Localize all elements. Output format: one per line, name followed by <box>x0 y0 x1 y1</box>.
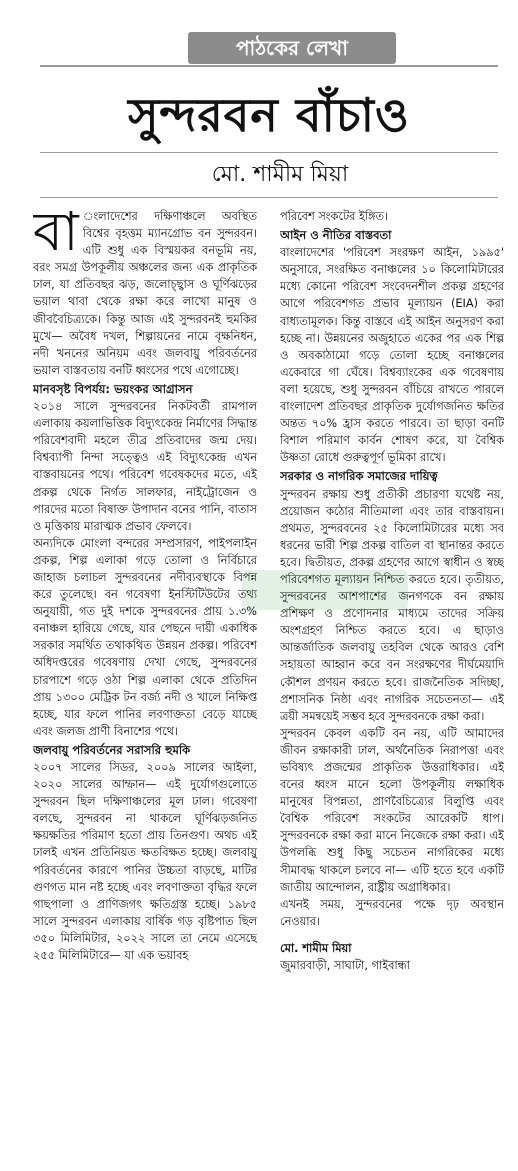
signature-name: মো. শামীম মিয়া <box>280 941 352 955</box>
paragraph: সুন্দরবন কেবল একটি বন নয়, এটি আমাদের জীবন রক্ষাকারী ঢাল, অর্থনৈতিক নিরাপত্তা এবং ভবিষ্যৎ প্রজন্মের প্রাকৃতিক উত্তরাধিকার। এই বনের ধ্বংস মানে হলো উপকূলীয় লক্ষাধিক মানুষের বিপন্নতা, প্রাণবৈচিত্র্যের বিলুপ্তি এবং বৈশ্বিক পরিবেশ সংকটের আরেকটি ধাপ। সুন্দরবনকে রক্ষা করা মানে নিজেকে রক্ষা করা। এই উপলব্ধি শুধু কিছু সচেতন নাগরিকের মধ্যে সীমাবদ্ধ থাকলে চলবে না— এটি হতে হবে একটি জাতীয় আন্দোলন, রাষ্ট্রীয় অগ্রাধিকার। <box>280 726 504 894</box>
paragraph: পরিবেশ সংকটের ইঙ্গিত। <box>280 210 389 223</box>
paragraph: ংলাদেশের দক্ষিণাঞ্চলে অবস্থিত বিশ্বের বৃহত্তম ম্যানগ্রোভ বন সুন্দরবন। এটি শুধু এক বিস্ময়কর বনভূমি নয়, বরং সমগ্র উপকূলীয় অঞ্চলের জন্য এক প্রাকৃতিক ঢাল, যা প্রতিবছর ঝড়, জলোচ্ছ্বাস ও ঘূর্ণিঝড়ের ভয়াল থাবা থেকে রক্ষা করে লাখো মানুষ ও জীববৈচিত্র্যকে। কিন্তু আজ এই সুন্দরবনই হুমকির মুখে— অবৈধ দখল, শিল্পায়নের নামে বৃক্ষনিধন, নদী খননের অনিয়ম এবং জলবায়ু পরিবর্তনের ভয়াল বাস্তবতায় বনটি ধ্বংসের পথে এগোচ্ছে। <box>33 210 257 377</box>
dropcap: বা <box>33 208 79 263</box>
paragraph: বাংলাদেশের 'পরিবেশ সংরক্ষণ আইন, ১৯৯৫' অনুসারে, সংরক্ষিত বনাঞ্চলের ১০ কিলোমিটারের মধ্যে কোনো পরিবেশ সংবেদনশীল প্রকল্প গ্রহণের আগে পরিবেশগত প্রভাব মূল্যায়ন (EIA) করা বাধ্যতামূলক। কিন্তু বাস্তবে এই আইন অনুসরণ করা হচ্ছে না। উন্নয়নের অজুহাতে একের পর এক শিল্প ও অবকাঠামো গড়ে তোলা হচ্ছে বনাঞ্চলের একেবারে গা ঘেঁষে। বিশ্বব্যাংকের এক গবেষণায় বলা হয়েছে, শুধু সুন্দরবন বাঁচিয়ে রাখতে পারলে বাংলাদেশ প্রতিবছর প্রাকৃতিক দুর্যোগজনিত ক্ষতির অন্তত ৭০% হ্রাস করতে পারবে। তা ছাড়া বনটি বিশাল পরিমাণ কার্বন শোষণ করে, যা বৈশ্বিক উষ্ণতা রোধে গুরুত্বপূর্ণ ভূমিকা রাখে। <box>280 246 504 465</box>
section-heading: আইন ও নীতির বাস্তবতা <box>280 228 392 243</box>
section-heading: জলবায়ু পরিবর্তনের সরাসরি হুমকি <box>33 742 191 757</box>
signature <box>280 940 504 974</box>
article-column-right <box>280 208 504 1163</box>
signature-place: জুমারবাড়ী, সাঘাটা, গাইবান্ধা <box>280 959 410 973</box>
section-divider <box>40 65 498 67</box>
section-heading: মানবসৃষ্ট বিপর্যয়: ভয়ংকর আগ্রাসন <box>33 381 193 396</box>
author-byline: মো. শামীম মিয়া <box>211 162 349 187</box>
article-column-left <box>33 208 257 1163</box>
paragraph: অন্যদিকে মোংলা বন্দরের সম্প্রসারণ, পাইপলাইন প্রকল্প, শিল্প এলাকা গড়ে তোলা ও নির্বিচারে জাহাজ চলাচল সুন্দরবনের নদীব্যবস্থাকে বিপন্ন করে তুলেছে। বন গবেষণা ইনস্টিটিউটের তথ্য অনুযায়ী, গত দুই দশকে সুন্দরবনের প্রায় ১.৩% বনাঞ্চল হারিয়ে গেছে, যার পেছনে দায়ী একাধিক সরকার সমর্থিত তথাকথিত উন্নয়ন প্রকল্প। পরিবেশ অধিদপ্তরের গবেষণায় দেখা গেছে, সুন্দরবনের চারপাশে গড়ে ওঠা শিল্প এলাকা থেকে প্রতিদিন প্রায় ১৩০০ মেট্রিক টন বর্জ্য নদী ও খালে নিক্ষিপ্ত হচ্ছে, যার ফলে পানির লবণাক্ততা বেড়ে যাচ্ছে এবং জলজ প্রাণী বিনাশের পথে। <box>33 536 257 738</box>
paragraph: এখনই সময়, সুন্দরবনের পক্ষে দৃঢ় অবস্থান নেওয়ার। <box>280 897 504 928</box>
paragraph: ২০০৭ সালের সিডর, ২০০৯ সালের আইলা, ২০২০ সালের আম্ফান— এই দুর্যোগগুলোতে সুন্দরবন ছিল দক্ষিণাঞ্চলের মূল ঢাল। গবেষণা বলছে, সুন্দরবন না থাকলে ঘূর্ণিঝড়জনিত ক্ষয়ক্ষতির পরিমাণ হতো প্রায় তিনগুণ। অথচ এই ঢালই এখন প্রতিনিয়ত ক্ষতবিক্ষত হচ্ছে। জলবায়ু পরিবর্তনের কারণে পানির উচ্চতা বাড়ছে, মাটির গুণগত মান নষ্ট হচ্ছে এবং লবণাক্ততা বৃদ্ধির ফলে গাছপালা ও প্রাণিজগৎ ক্ষতিগ্রস্ত হচ্ছে। ১৯৮৫ সালে সুন্দরবন এলাকায় বার্ষিক গড় বৃষ্টিপাত ছিল ৩৫০ মিলিমিটার, ২০২২ সালে তা নেমে এসেছে ২৫৫ মিলিমিটারে— যা এক ভয়াবহ <box>33 761 257 963</box>
article-header <box>0 0 518 200</box>
section-tag: পাঠকের লেখা <box>188 32 396 64</box>
paragraph: সুন্দরবন রক্ষায় শুধু প্রতীকী প্রচারণা যথেষ্ট নয়, প্রয়োজন কঠোর নীতিমালা এবং তার বাস্তবায়ন। প্রথমত, সুন্দরবনের ২৫ কিলোমিটারের মধ্যে সব ধরনের ভারী শিল্প প্রকল্প বাতিল বা স্থানান্তর করতে হবে। দ্বিতীয়ত, প্রকল্প গ্রহণের আগে স্বাধীন ও স্বচ্ছ পরিবেশগত মূল্যায়ন নিশ্চিত করতে হবে। তৃতীয়ত, সুন্দরবনের আশপাশের জনগণকে বন রক্ষায় প্রশিক্ষণ ও প্রণোদনার মাধ্যমে তাদের সক্রিয় অংশগ্রহণ নিশ্চিত করতে হবে। এ ছাড়াও আন্তর্জাতিক জলবায়ু তহবিল থেকে আরও বেশি সহায়তা আহ্বান করে বন সংরক্ষণের দীর্ঘমেয়াদি কৌশল প্রণয়ন করতে হবে। রাজনৈতিক সদিচ্ছা, প্রশাসনিক নিষ্ঠা এবং নাগরিক সচেতনতা— এই ত্রয়ী সমন্বয়েই সম্ভব হবে সুন্দরবনকে রক্ষা করা। <box>280 487 504 723</box>
title-divider <box>40 152 498 153</box>
article-title: সুন্দরবন বাঁচাও <box>128 88 410 142</box>
section-bar <box>40 32 498 64</box>
section-heading: সরকার ও নাগরিক সমাজের দায়িত্ব <box>280 469 438 484</box>
paragraph: ২০১৪ সালে সুন্দরবনের নিকটবর্তী রামপাল এলাকায় কয়লাভিত্তিক বিদ্যুৎকেন্দ্র নির্মাণের সিদ্ধান্ত পরিবেশবাদী মহলে তীব্র প্রতিবাদের জন্ম দেয়। বিশ্বব্যাপী নিন্দা সত্ত্বেও এই বিদ্যুৎকেন্দ্র এখন বাস্তবায়নের পথে। পরিবেশ গবেষকদের মতে, এই প্রকল্প থেকে নির্গত সালফার, নাইট্রোজেন ও পারদের মতো বিষাক্ত উপাদান বনের পানি, বাতাস ও মৃত্তিকায় মারাত্মক প্রভাব ফেলবে। <box>33 400 257 533</box>
byline-divider <box>40 197 498 198</box>
